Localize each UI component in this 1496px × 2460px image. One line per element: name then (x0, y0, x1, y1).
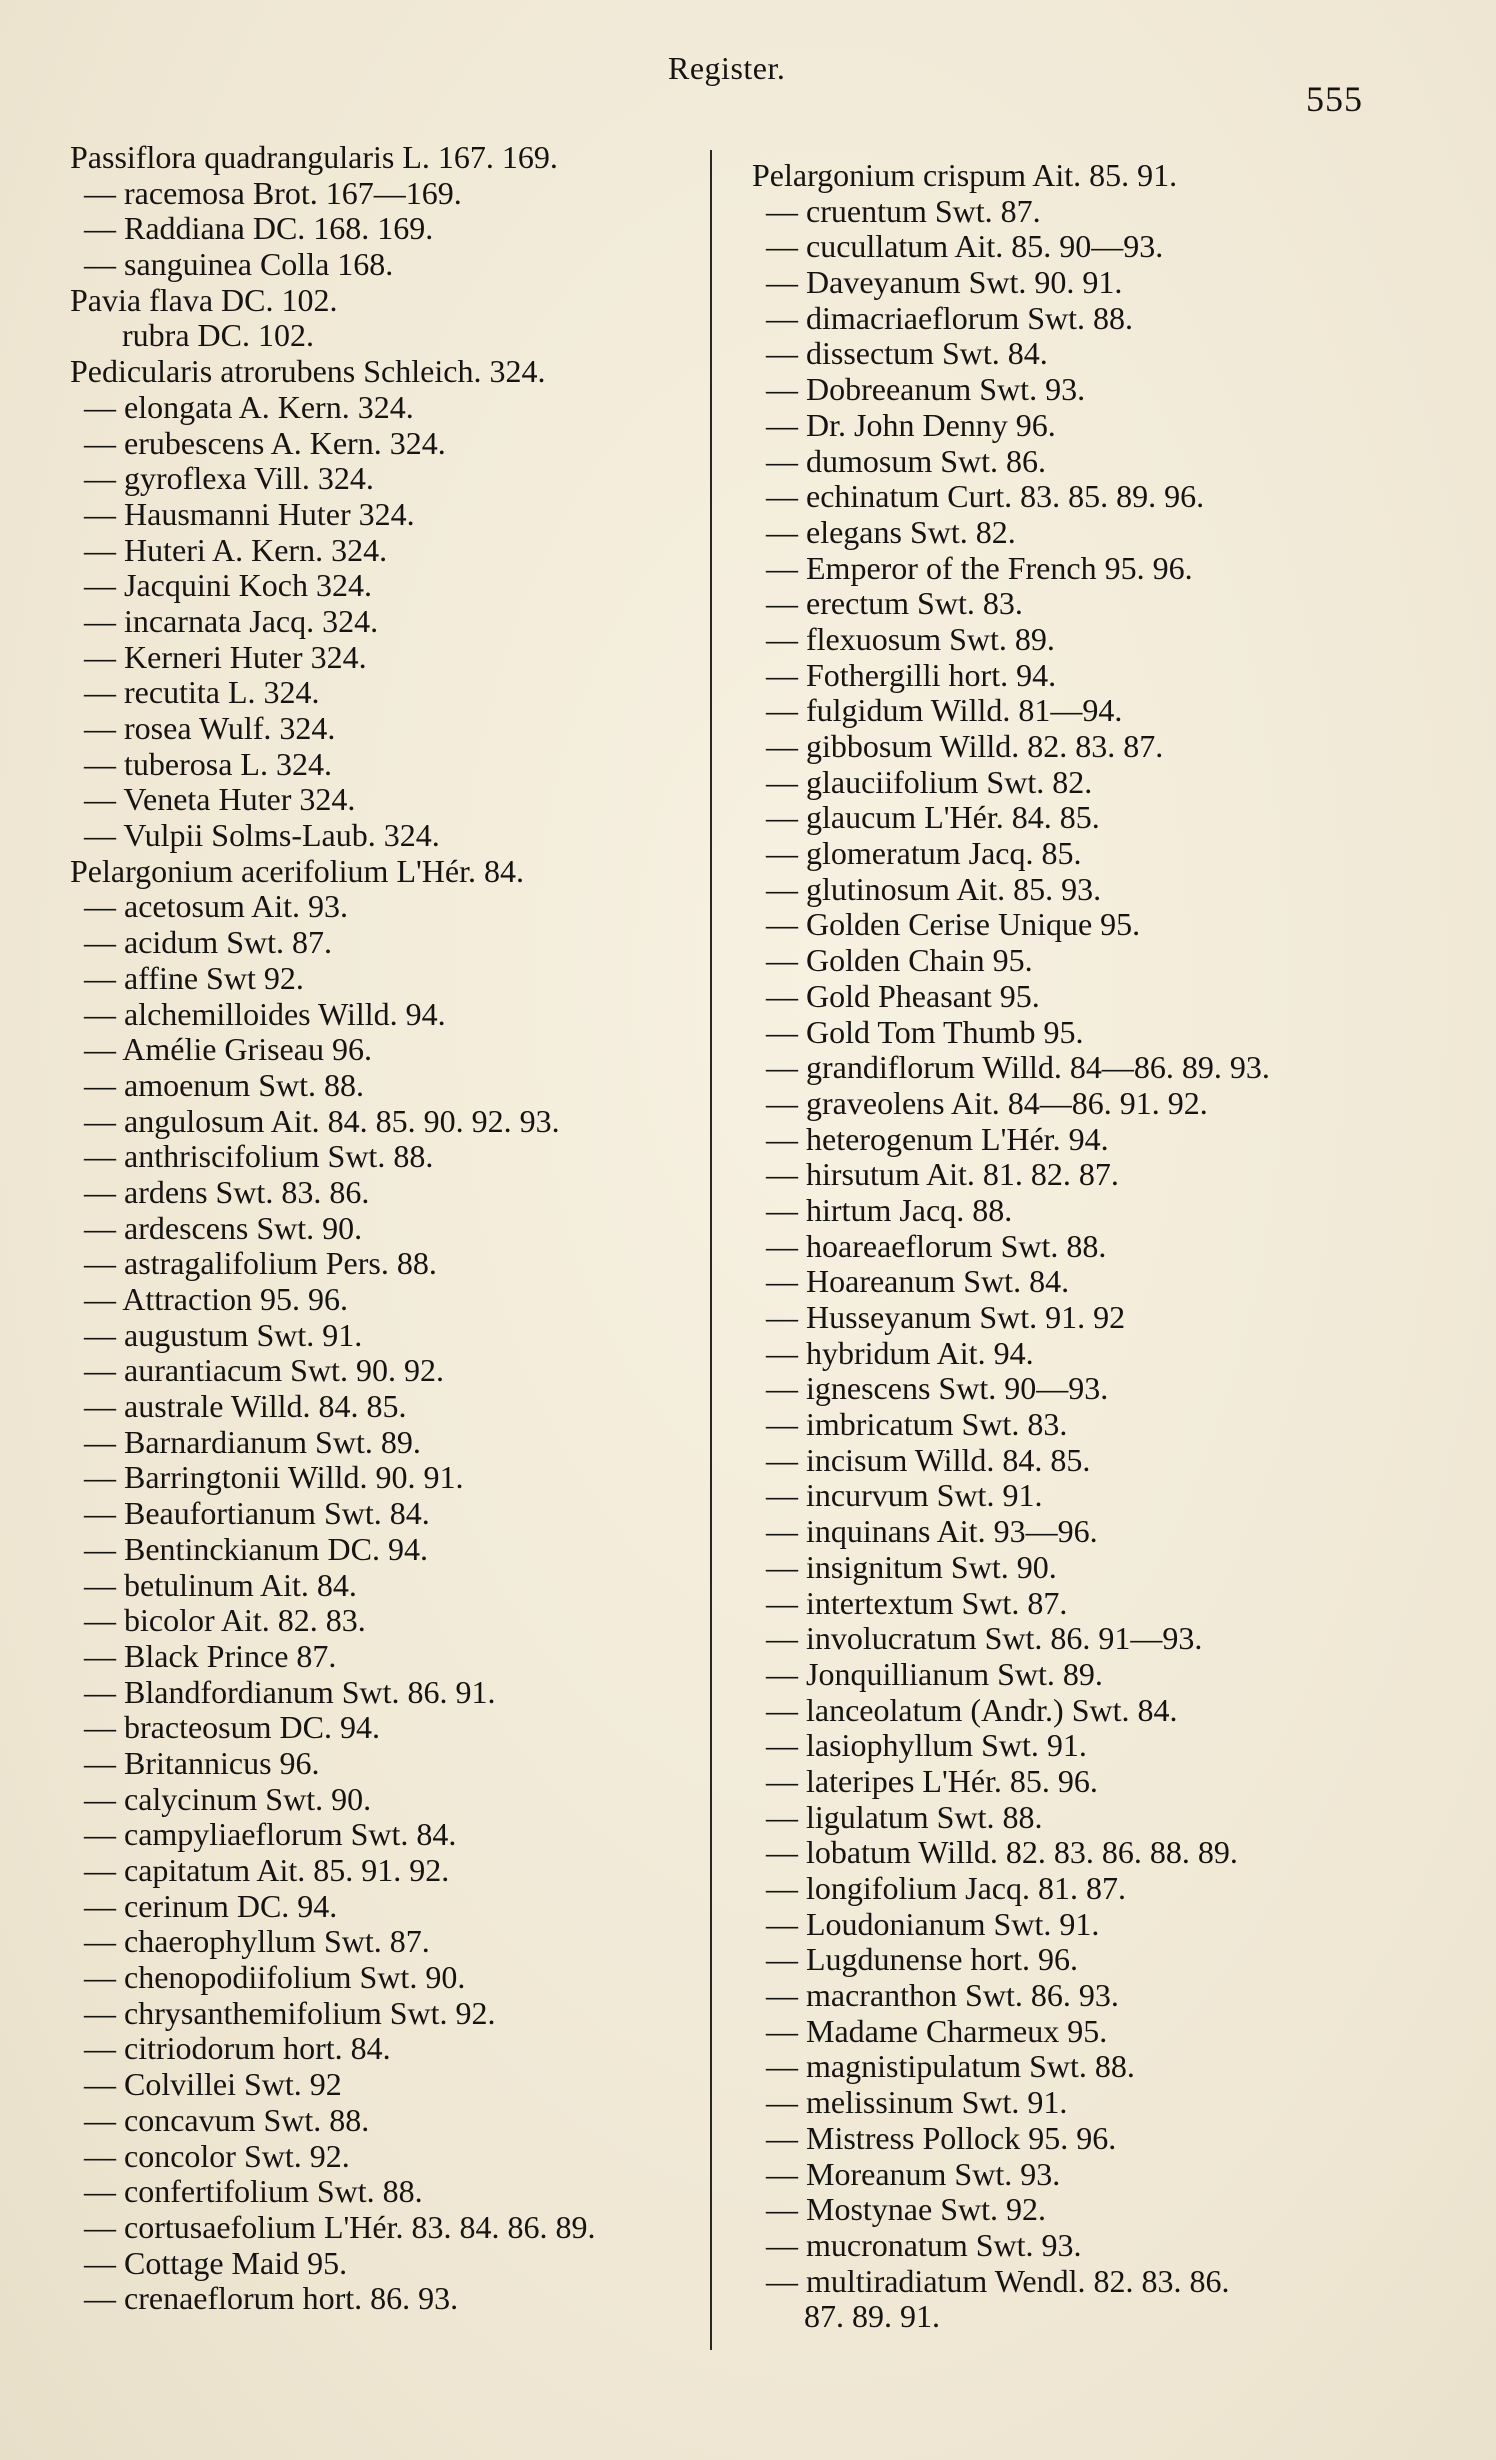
index-entry: — elongata A. Kern. 324. (84, 388, 414, 425)
index-entry: Pedicularis atrorubens Schleich. 324. (70, 353, 546, 390)
index-entry: — ardescens Swt. 90. (84, 1209, 363, 1246)
index-entry: — aurantiacum Swt. 90. 92. (84, 1352, 444, 1389)
index-entry: — chaerophyllum Swt. 87. (84, 1923, 430, 1960)
index-entry: — acetosum Ait. 93. (84, 888, 348, 925)
index-entry: — echinatum Curt. 83. 85. 89. 96. (766, 478, 1205, 515)
index-entry: — glutinosum Ait. 85. 93. (766, 870, 1102, 907)
index-entry: — gibbosum Willd. 82. 83. 87. (766, 728, 1164, 764)
index-entry: — insignitum Swt. 90. (766, 1548, 1057, 1585)
index-entry: — astragalifolium Pers. 88. (84, 1245, 437, 1282)
index-entry: — concolor Swt. 92. (84, 2137, 350, 2174)
index-entry: — lobatum Willd. 82. 83. 86. 88. 89. (766, 1834, 1238, 1871)
index-entry: — bicolor Ait. 82. 83. (84, 1602, 366, 1639)
index-entry: — Golden Chain 95. (766, 942, 1033, 979)
index-entry: — gyroflexa Vill. 324. (84, 460, 374, 497)
index-entry: 87. 89. 91. (804, 2298, 940, 2335)
index-entry: — chenopodiifolium Swt. 90. (84, 1959, 466, 1996)
index-entry: — angulosum Ait. 84. 85. 90. 92. 93. (84, 1102, 560, 1139)
index-entry: — Raddiana DC. 168. 169. (84, 210, 434, 247)
index-entry: — multiradiatum Wendl. 82. 83. 86. (766, 2262, 1230, 2299)
index-entry: — Vulpii Solms-Laub. 324. (84, 817, 440, 854)
index-entry: — lasiophyllum Swt. 91. (766, 1727, 1087, 1764)
index-entry: — lateripes L'Hér. 85. 96. (766, 1762, 1098, 1799)
index-entry: — Dr. John Denny 96. (766, 406, 1056, 443)
index-entry: — incisum Willd. 84. 85. (766, 1441, 1091, 1478)
index-entry: — Britannicus 96. (84, 1744, 320, 1781)
index-entry: — Jonquillianum Swt. 89. (766, 1655, 1103, 1692)
index-entry: — crenaeflorum hort. 86. 93. (84, 2280, 459, 2317)
index-entry: — Amélie Griseau 96. (84, 1031, 372, 1068)
index-entry: — rosea Wulf. 324. (84, 710, 336, 746)
index-entry: — ligulatum Swt. 88. (766, 1798, 1043, 1835)
index-entry: — imbricatum Swt. 83. (766, 1406, 1068, 1443)
index-entry: — Dobreeanum Swt. 93. (766, 371, 1086, 408)
index-entry: — hirsutum Ait. 81. 82. 87. (766, 1156, 1119, 1193)
index-entry: rubra DC. 102. (122, 317, 314, 354)
index-entry: — Bentinckianum DC. 94. (84, 1530, 428, 1567)
column-divider (710, 150, 712, 2350)
index-entry: — incarnata Jacq. 324. (84, 602, 379, 639)
index-entry: — Hausmanni Huter 324. (84, 495, 415, 532)
index-entry: Passiflora quadrangularis L. 167. 169. (70, 139, 558, 175)
right-index-column (752, 158, 1472, 2335)
running-head: Register. (668, 50, 786, 86)
index-entry: — grandiflorum Willd. 84—86. 89. 93. (766, 1049, 1270, 1086)
index-entry: — cortusaefolium L'Hér. 83. 84. 86. 89. (84, 2208, 596, 2245)
index-entry: — dissectum Swt. 84. (766, 335, 1048, 372)
index-entry: — australe Willd. 84. 85. (84, 1388, 407, 1425)
index-entry: — glomeratum Jacq. 85. (766, 835, 1082, 872)
index-entry: — Emperor of the French 95. 96. (766, 549, 1193, 586)
index-entry: Pelargonium acerifolium L'Hér. 84. (70, 852, 524, 889)
index-entry: — lanceolatum (Andr.) Swt. 84. (766, 1691, 1178, 1728)
index-entry: — glauciifolium Swt. 82. (766, 763, 1093, 800)
index-entry: — Gold Pheasant 95. (766, 977, 1040, 1014)
index-entry: — Golden Cerise Unique 95. (766, 906, 1141, 943)
index-entry: — flexuosum Swt. 89. (766, 620, 1055, 657)
index-entry: — intertextum Swt. 87. (766, 1584, 1068, 1621)
index-entry: — amoenum Swt. 88. (84, 1066, 364, 1103)
index-entry: Pelargonium crispum Ait. 85. 91. (752, 157, 1178, 193)
index-entry: — calycinum Swt. 90. (84, 1780, 372, 1817)
index-entry: — glaucum L'Hér. 84. 85. (766, 799, 1100, 836)
index-entry: — Mistress Pollock 95. 96. (766, 2119, 1117, 2156)
index-entry: — chrysanthemifolium Swt. 92. (84, 1994, 496, 2031)
index-entry: — Kerneri Huter 324. (84, 638, 367, 675)
index-entry: — ardens Swt. 83. 86. (84, 1173, 370, 1210)
index-entry: — Cottage Maid 95. (84, 2244, 348, 2281)
index-entry: — dimacriaeflorum Swt. 88. (766, 299, 1134, 336)
index-entry: — Barnardianum Swt. 89. (84, 1423, 421, 1460)
index-entry: — hirtum Jacq. 88. (766, 1191, 1013, 1228)
index-entry: — confertifolium Swt. 88. (84, 2173, 423, 2210)
index-entry: — Black Prince 87. (84, 1637, 337, 1674)
index-entry: — citriodorum hort. 84. (84, 2030, 391, 2067)
index-entry: — fulgidum Willd. 81—94. (766, 692, 1123, 729)
index-entry: — erectum Swt. 83. (766, 585, 1023, 622)
index-entry: — cruentum Swt. 87. (766, 192, 1041, 229)
index-entry: — augustum Swt. 91. (84, 1316, 363, 1353)
index-entry: — Colvillei Swt. 92 (84, 2066, 342, 2103)
index-entry: — Huteri A. Kern. 324. (84, 531, 388, 568)
index-entry: — anthriscifolium Swt. 88. (84, 1138, 434, 1175)
index-entry: — Blandfordianum Swt. 86. 91. (84, 1673, 496, 1710)
index-entry: — cerinum DC. 94. (84, 1887, 338, 1924)
index-entry: — dumosum Swt. 86. (766, 442, 1047, 479)
index-entry: — Gold Tom Thumb 95. (766, 1013, 1084, 1050)
index-entry: — melissinum Swt. 91. (766, 2084, 1068, 2121)
index-entry: — capitatum Ait. 85. 91. 92. (84, 1852, 450, 1888)
index-entry: — Lugdunense hort. 96. (766, 1941, 1078, 1978)
index-entry: — Jacquini Koch 324. (84, 567, 372, 604)
index-entry: — bracteosum DC. 94. (84, 1709, 380, 1746)
index-entry: — racemosa Brot. 167—169. (84, 174, 462, 211)
index-entry: — involucratum Swt. 86. 91—93. (766, 1620, 1203, 1657)
left-index-column (70, 140, 710, 2317)
index-entry: — Madame Charmeux 95. (766, 2012, 1108, 2049)
index-entry: — incurvum Swt. 91. (766, 1477, 1043, 1514)
index-entry: — concavum Swt. 88. (84, 2101, 370, 2138)
index-entry: — acidum Swt. 87. (84, 924, 332, 961)
index-entry: — Daveyanum Swt. 90. 91. (766, 264, 1123, 301)
index-entry: — recutita L. 324. (84, 674, 320, 711)
index-entry: — betulinum Ait. 84. (84, 1566, 357, 1603)
index-entry: — Mostynae Swt. 92. (766, 2191, 1046, 2228)
index-entry: — heterogenum L'Hér. 94. (766, 1120, 1109, 1157)
index-entry: — macranthon Swt. 86. 93. (766, 1977, 1119, 2014)
index-entry: — Loudonianum Swt. 91. (766, 1905, 1100, 1942)
index-entry: — hybridum Ait. 94. (766, 1334, 1034, 1371)
index-entry: — inquinans Ait. 93—96. (766, 1513, 1098, 1550)
index-entry: — cucullatum Ait. 85. 90—93. (766, 228, 1164, 265)
index-entry: — campyliaeflorum Swt. 84. (84, 1816, 457, 1853)
index-entry: — Barringtonii Willd. 90. 91. (84, 1459, 464, 1496)
index-entry: — tuberosa L. 324. (84, 745, 332, 782)
index-entry: Pavia flava DC. 102. (70, 281, 338, 318)
index-entry: — sanguinea Colla 168. (84, 246, 394, 283)
index-entry: — Moreanum Swt. 93. (766, 2155, 1061, 2192)
index-entry: — Attraction 95. 96. (84, 1281, 348, 1317)
index-entry: — Husseyanum Swt. 91. 92 (766, 1299, 1126, 1335)
page-number: 555 (1306, 79, 1363, 119)
index-entry: — longifolium Jacq. 81. 87. (766, 1870, 1126, 1906)
index-entry: — elegans Swt. 82. (766, 513, 1016, 550)
index-entry: — magnistipulatum Swt. 88. (766, 2048, 1135, 2085)
index-entry: — affine Swt 92. (84, 959, 304, 996)
index-entry: — hoareaeflorum Swt. 88. (766, 1227, 1107, 1264)
index-entry: — graveolens Ait. 84—86. 91. 92. (766, 1084, 1208, 1121)
index-entry: — Hoareanum Swt. 84. (766, 1263, 1070, 1300)
index-entry: — mucronatum Swt. 93. (766, 2226, 1082, 2263)
index-entry: — Veneta Huter 324. (84, 781, 356, 818)
index-entry: — erubescens A. Kern. 324. (84, 424, 446, 461)
index-entry: — Beaufortianum Swt. 84. (84, 1495, 430, 1532)
index-entry: — ignescens Swt. 90—93. (766, 1370, 1109, 1407)
index-entry: — Fothergilli hort. 94. (766, 656, 1057, 693)
index-entry: — alchemilloides Willd. 94. (84, 995, 446, 1032)
